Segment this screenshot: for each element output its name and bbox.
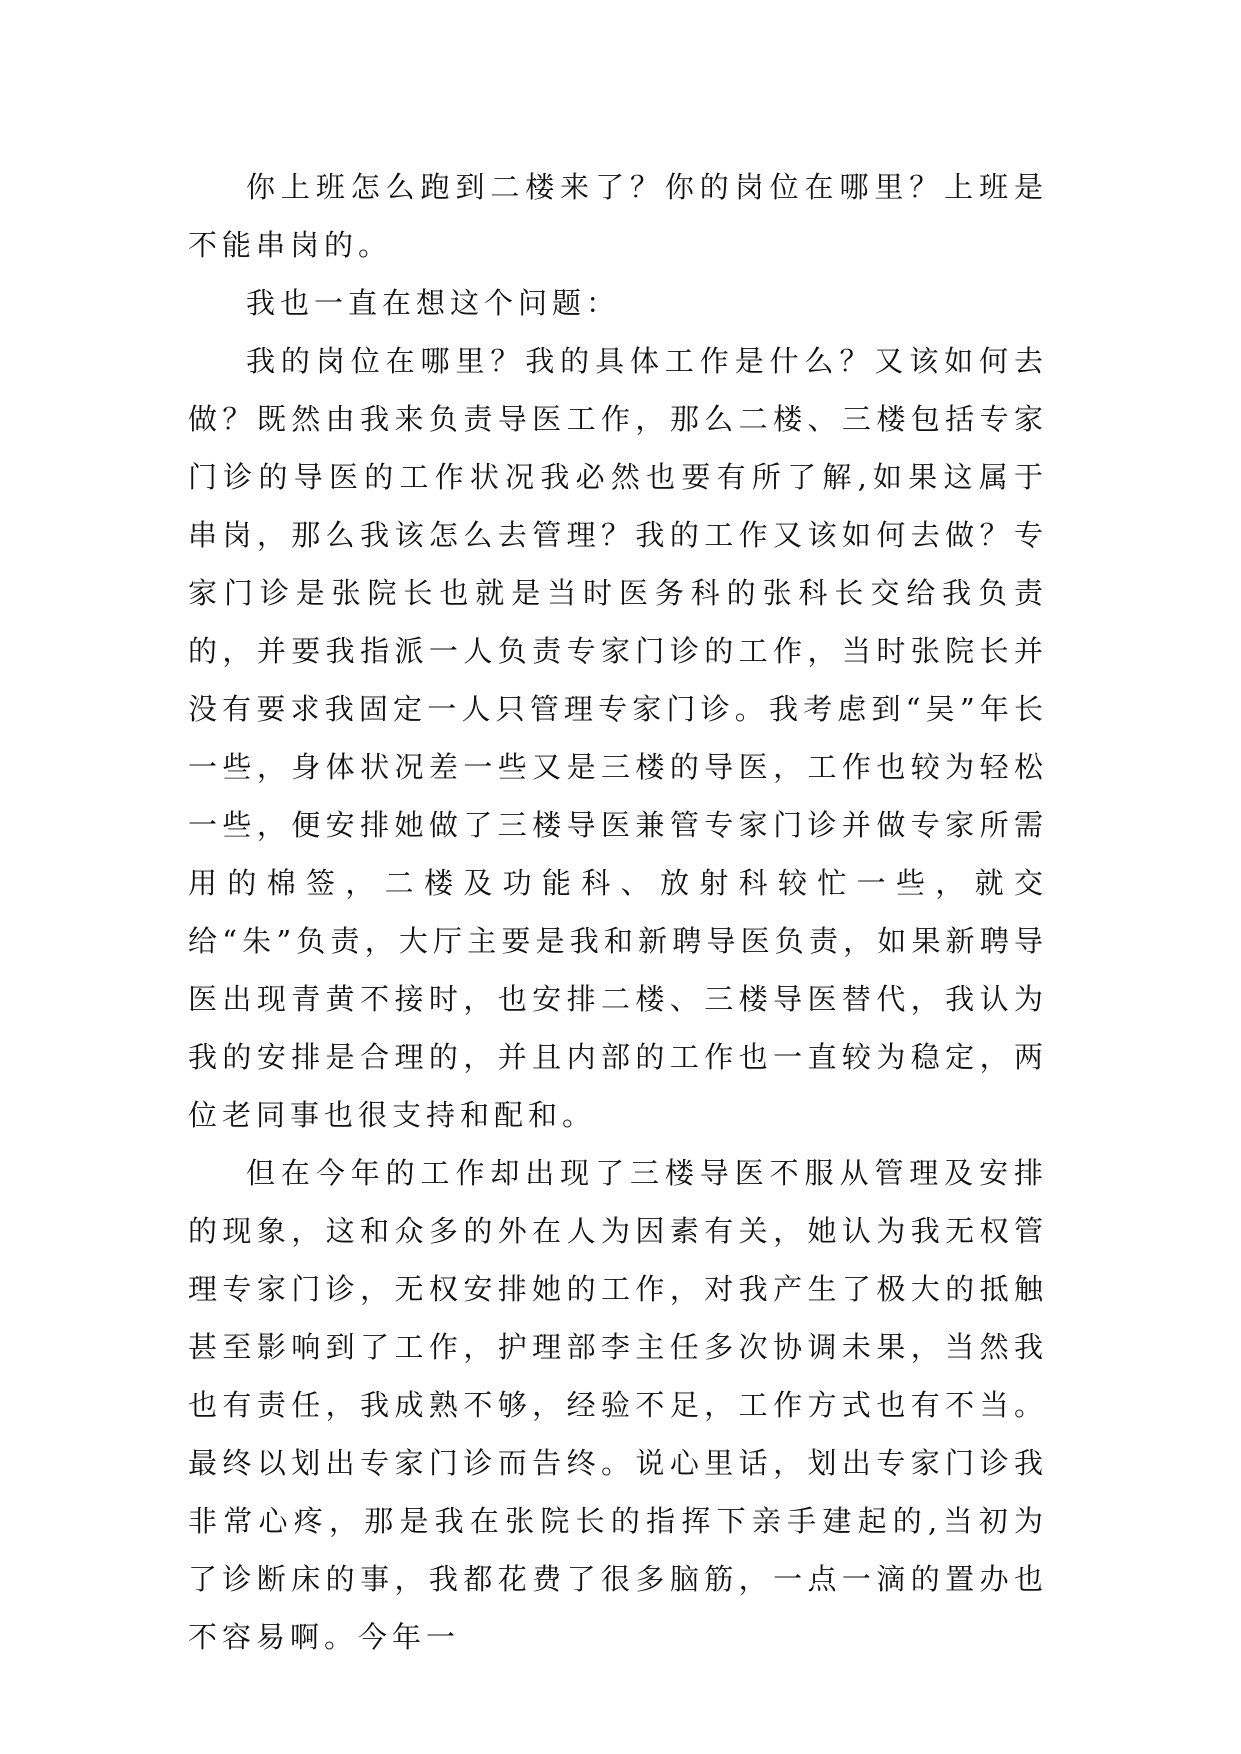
paragraph-2: 我也一直在想这个问题： [246, 286, 621, 320]
document-body [188, 158, 1048, 1666]
paragraph-1: 你上班怎么跑到二楼来了？你的岗位在哪里？上班是不能串岗的。 [188, 170, 1048, 262]
paragraph-3: 我的岗位在哪里？我的具体工作是什么？又该如何去做？既然由我来负责导医工作，那么二楼、三楼包括专家门诊的导医的工作状况我必然也要有所了解,如果这属于串岗，那么我该怎么去管理？我的工作又该如何去做？专家门诊是张院长也就是当时医务科的张科长交给我负责的，并要我指派一人负责专家门诊的工作，当时张院长并没有要求我固定一人只管理专家门诊。我考虑到“吴”年长一些，身体状况差一些又是三楼的导医，工作也较为轻松一些，便安排她做了三楼导医兼管专家门诊并做专家所需用的棉签，二楼及功能科、放射科较忙一些，就交给“朱”负责，大厅主要是我和新聘导医负责，如果新聘导医出现青黄不接时，也安排二楼、三楼导医替代，我认为我的安排是合理的，并且内部的工作也一直较为稳定，两位老同事也很支持和配和。 [188, 344, 1048, 1132]
paragraph-4: 但在今年的工作却出现了三楼导医不服从管理及安排的现象，这和众多的外在人为因素有关，她认为我无权管理专家门诊，无权安排她的工作，对我产生了极大的抵触甚至影响到了工作，护理部李主任多次协调未果，当然我也有责任，我成熟不够，经验不足，工作方式也有不当。最终以划出专家门诊而告终。说心里话，划出专家门诊我非常心疼，那是我在张院长的指挥下亲手建起的,当初为了诊断床的事，我都花费了很多脑筋，一点一滴的置办也不容易啊。今年一 [188, 1156, 1048, 1654]
